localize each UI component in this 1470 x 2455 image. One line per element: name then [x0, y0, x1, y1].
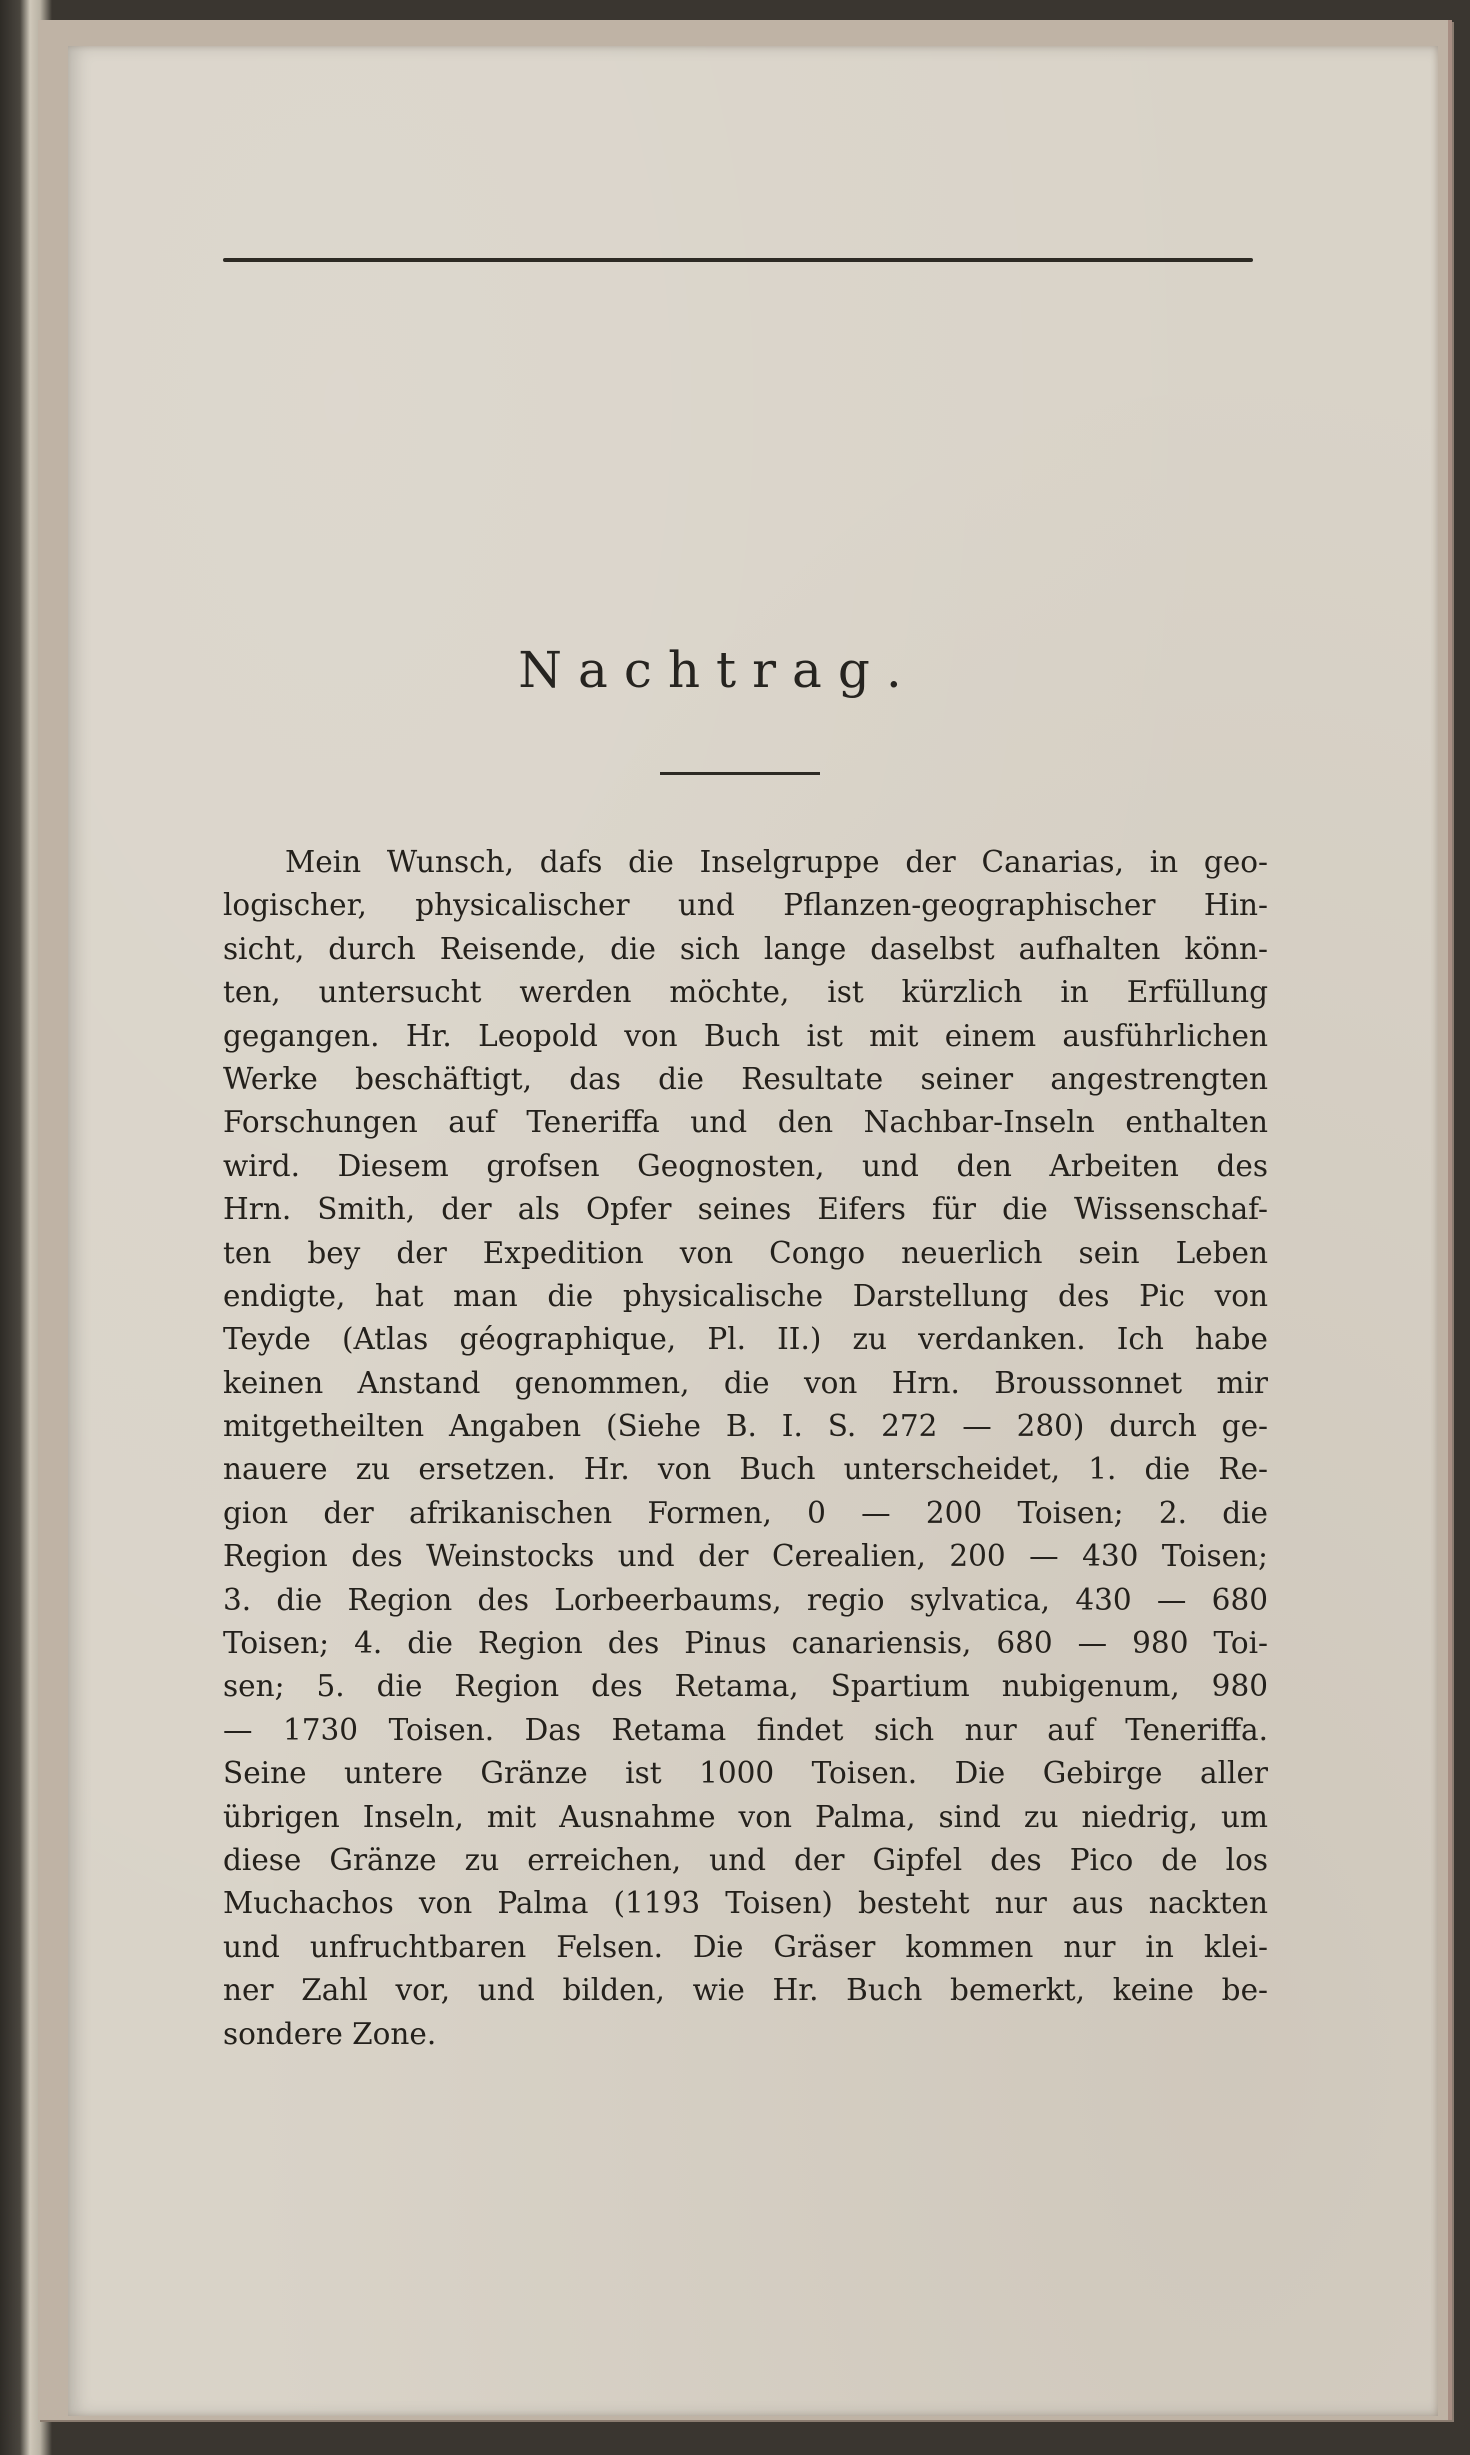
text-line: übrigen Inseln, mit Ausnahme von Palma, sind zu niedrig, um — [223, 1799, 1268, 1834]
text-line: mitgetheilten Angaben (Siehe B. I. S. 272 — 280) durch ge- — [223, 1409, 1268, 1444]
text-line: Hrn. Smith, der als Opfer seines Eifers für die Wissenschaf- — [223, 1192, 1268, 1227]
heading-rule — [660, 772, 820, 775]
text-line: sondere Zone. — [223, 2016, 437, 2051]
text-line: Seine untere Gränze ist 1000 Toisen. Die Gebirge aller — [223, 1756, 1268, 1791]
text-line: Forschungen auf Teneriffa und den Nachbar-Inseln enthalten — [223, 1105, 1268, 1140]
book-page — [68, 46, 1438, 2416]
text-line: ten, untersucht werden möchte, ist kürzlich in Erfüllung — [223, 975, 1268, 1010]
text-line: logischer, physicalischer und Pflanzen-geographischer Hin- — [223, 888, 1268, 923]
text-line: Werke beschäftigt, das die Resultate seiner angestrengten — [223, 1061, 1268, 1096]
text-line: sen; 5. die Region des Retama, Spartium nubigenum, 980 — [223, 1669, 1268, 1704]
text-line: Teyde (Atlas géographique, Pl. II.) zu verdanken. Ich habe — [223, 1322, 1268, 1357]
text-line: Mein Wunsch, dafs die Inselgruppe der Canarias, in geo- — [285, 845, 1268, 879]
text-line: 3. die Region des Lorbeerbaums, regio sylvatica, 430 — 680 — [223, 1582, 1268, 1617]
text-line: endigte, hat man die physicalische Darstellung des Pic von — [223, 1278, 1268, 1313]
text-line: keinen Anstand genommen, die von Hrn. Broussonnet mir — [223, 1365, 1268, 1400]
header-rule — [223, 258, 1253, 262]
text-line: ner Zahl vor, und bilden, wie Hr. Buch bemerkt, keine be- — [223, 1973, 1268, 2008]
text-line: Muchachos von Palma (1193 Toisen) besteht nur aus nackten — [223, 1886, 1268, 1921]
text-line: Region des Weinstocks und der Cerealien, 200 — 430 Toisen; — [223, 1539, 1268, 1574]
text-line: gegangen. Hr. Leopold von Buch ist mit einem ausführlichen — [223, 1018, 1268, 1053]
page-stack — [38, 20, 1452, 2420]
page-heading: Nachtrag. — [518, 641, 918, 699]
text-line: wird. Diesem grofsen Geognosten, und den Arbeiten des — [223, 1148, 1268, 1183]
text-line: ten bey der Expedition von Congo neuerlich sein Leben — [223, 1235, 1268, 1270]
text-line: sicht, durch Reisende, die sich lange daselbst aufhalten könn- — [223, 931, 1268, 966]
text-line: diese Gränze zu erreichen, und der Gipfel des Pico de los — [223, 1842, 1268, 1877]
text-line: und unfruchtbaren Felsen. Die Gräser kommen nur in klei- — [223, 1929, 1268, 1964]
body-paragraph — [223, 841, 1268, 2056]
text-line: Toisen; 4. die Region des Pinus canariensis, 680 — 980 Toi- — [223, 1626, 1268, 1661]
text-line: nauere zu ersetzen. Hr. von Buch unterscheidet, 1. die Re- — [223, 1452, 1268, 1487]
text-line: gion der afrikanischen Formen, 0 — 200 Toisen; 2. die — [223, 1495, 1268, 1530]
text-line: — 1730 Toisen. Das Retama findet sich nur auf Teneriffa. — [223, 1712, 1268, 1747]
